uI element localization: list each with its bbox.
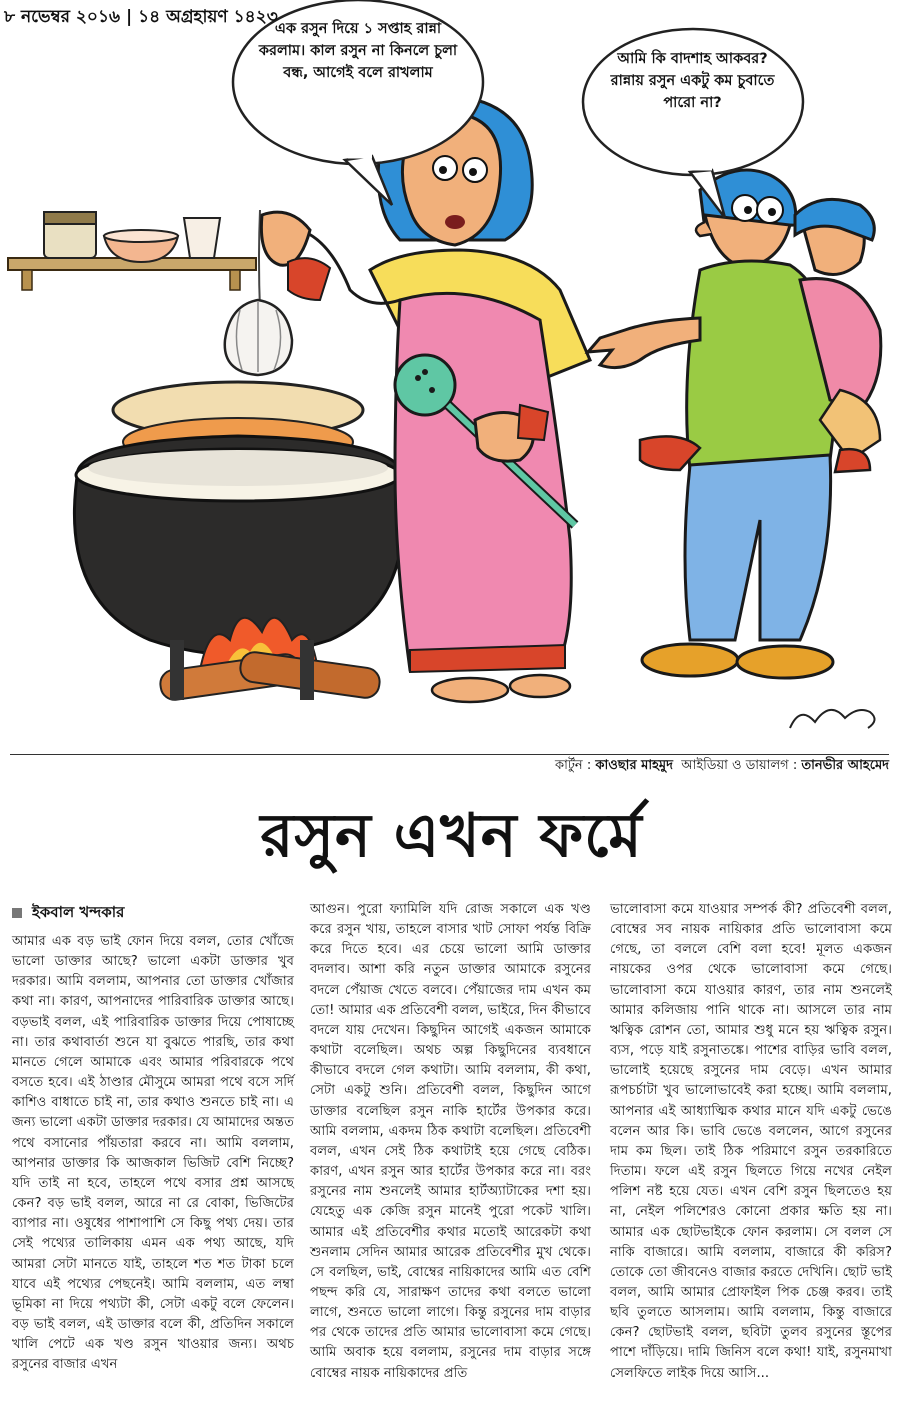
article-text: ভালোবাসা কমে যাওয়ার সম্পর্ক কী? প্রতিবেশী বলল, বোম্বের সব নায়ক নায়িকার প্রতি ভালোবাসা কমে গেছে, তা বললে বেশি বলা হবে! মূলত একজন নায়কের ওপর থেকে ভালোবাসা কমে গেছে। ভালোবাসা কমে যাওয়ার কারণ, তার নাম শুনলেই আমার কলিজায় পানি থাকে না। আসলে তার নাম ঋত্বিক রোশন তো, আমার শুধু মনে হয় ঋত্বিক রসুন। ব্যস, পড়ে যাই রসুনাতঙ্কে। পাশের বাড়ির ভাবি বলল, ভালোই হয়েছে রসুনের দাম বেড়ে। এখন আমার রূপচর্চাটা খুব ভালোভাবেই করা হচ্ছে। আমি বললাম, আপনার এই আধ্যাত্মিক কথার মানে যদি একটু ভেঙে বলেন আর কি। ভাবি ভেঙে বললেন, আগে রসুনের দাম কম ছিল। তাই ঠিক পরিমাণে রসুন তরকারিতে দিতাম। ফলে এই রসুন ছিলতে গিয়ে নখের নেইল পলিশ নষ্ট হয়ে যেত। এখন বেশি রসুন ছিলতেও হয় না, নেইল পলিশেরও কোনো প্রকার ক্ষতি হয় না। আমার এক ছোটভাইকে ফোন করলাম। সে বলল সে নাকি বাজারে। আমি বললাম, বাজারে কী করিস? তোকে তো জীবনেও বাজার করতে দেখিনি। ছোট ভাই বলল, আমি আমার প্রোফাইল পিক চেঞ্জ করব। তাই ছবি তুলতে আসলাম। আমি বললাম, কিন্তু বাজারে কেন? ছোটভাই বলল, ছবিটা তুলব রসুনের স্তূপের পাশে দাঁড়িয়ে। দামি জিনিস বলে কথা! যাই, রসুনমাখা সেলফিতে লাইক দিয়ে আসি... [610,902,892,1381]
speech-bubble-man-text: আমি কি বাদশাহ আকবর? রান্নায় রসুন একটু কম চুবাতে পারো না? [610,51,775,111]
cartoon-credits [555,756,889,777]
article-column-2 [310,900,591,1384]
speech-bubble-woman-text: এক রসুন দিয়ে ১ সপ্তাহ রান্না করলাম। কাল রসুন না কিনলে চুলা বন্ধ, আগেই বলে রাখলাম [258,21,458,81]
article-column-1 [12,932,294,1375]
article-column-3 [610,900,892,1384]
article-text: আগুন। পুরো ফ্যামিলি যদি রোজ সকালে এক খণ্ড করে রসুন খায়, তাহলে বাসার খাট সোফা পর্যন্ত বিক্রি করে দিতে হবে। এর চেয়ে ভালো আমি ডাক্তার বদলাব। আশা করি নতুন ডাক্তার আমাকে রসুনের বদলে পেঁয়াজ খেতে বলবে। পেঁয়াজের দাম এখন কম তো! আমার এক প্রতিবেশী বলল, ভাইরে, দিন কীভাবে বদলে যায় দেখেন। কিছুদিন আগেই একজন আমাকে কথাটা বলেছিল। অথচ অল্প কিছুদিনের ব্যবধানে কীভাবে বদলে গেল কথাটা। আমি বললাম, কী কথা, সেটা একটু শুনি। প্রতিবেশী বলল, কিছুদিন আগে ডাক্তার বলেছিল রসুন নাকি হার্টের উপকার করে। আমি বললাম, একদম ঠিক কথাটা বলেছিল। প্রতিবেশী বলল, এখন সেই ঠিক কথাটাই হয়ে গেছে বেঠিক। কারণ, এখন রসুন আর হার্টের উপকার করে না। বরং রসুনের নাম শুনলেই আমার হার্টঅ্যাটাকের দশা হয়। যেহেতু এক কেজি রসুন মানেই পুরো পকেট খালি। আমার এই প্রতিবেশীর কথার মতোই আরেকটা কথা শুনলাম সেদিন আমার আরেক প্রতিবেশীর মুখ থেকে। সে বলছিল, ভাই, বোম্বের নায়িকাদের আমি এত বেশি পছন্দ করি যে, সারাক্ষণ তাদের কথা বলতে ভালো লাগে, শুনতে ভালো লাগে। কিন্তু রসুনের দাম বাড়ার পর থেকে তাদের প্রতি আমার ভালোবাসা কমে গেছে। আমি অবাক হয়ে বললাম, রসুনের দাম বাড়ার সঙ্গে বোম্বের নায়ক নায়িকাদের প্রতি [310,902,591,1381]
cartoonist-name: কাওছার মাহমুদ [595,758,673,773]
divider-rule [10,754,889,755]
author-name: ইকবাল খন্দকার [32,903,125,921]
byline [12,901,124,926]
cartoon-label: কার্টুন : [554,758,592,773]
writer-name: তানভীর আহমেদ [801,758,889,773]
idea-label: আইডিয়া ও ডায়ালগ : [681,758,798,773]
article-text: আমার এক বড় ভাই ফোন দিয়ে বলল, তোর খোঁজে ভালো ডাক্তার আছে? ভালো একটা ডাক্তার খুব দরকার। আমি বললাম, আপনার তো ডাক্তার খোঁজার কথা না। কারণ, আপনাদের পারিবারিক ডাক্তার আছে। বড়ভাই বলল, এই পারিবারিক ডাক্তার দিয়ে পোষাচ্ছে না। তার কথাবার্তা শুনে যা বুঝতে পারছি, তার কথা মানতে গেলে আমাকে এবং আমার পরিবারকে পথে বসতে হবে। এই ঠাণ্ডার মৌসুমে আমরা পথে বসে সর্দি কাশিও বাধাতে চাই না, তার কথাও শুনতে চাই না। এ জন্য ভালো একটা ডাক্তার দরকার। যে আমাদের অন্তত পথে বসানোর পাঁয়তারা করবে না। আমি বললাম, আপনার ডাক্তার কি আজকাল ভিজিট বেশি নিচ্ছে? যদি তাই না হবে, তাহলে পথে বসার প্রশ্ন আসছে কেন? বড় ভাই বলল, আরে না রে বোকা, ভিজিটের ব্যাপার না। ওষুধের পাশাপাশি সে কিছু পথ্য দেয়। তার সেই পথ্যের তালিকায় এমন এক পথ্য আছে, যদি আমরা সেটা মানতে যাই, তাহলে শত শত টাকা চলে যাবে এই পথ্যের পেছনেই। আমি বললাম, এত লম্বা ভূমিকা না দিয়ে পথ্যটা কী, সেটা একটু বলে ফেলেন। বড় ভাই বলল, এই ডাক্তার বলে কী, প্রতিদিন সকালে খালি পেটে এক খণ্ড রসুন খাওয়ার জন্য। অথচ রসুনের বাজার এখন [12,934,294,1373]
byline-square-icon [12,908,22,918]
date-line: ৮ নভেম্বর ২০১৬ | ১৪ অগ্রহায়ণ ১৪২৩ [4,7,278,27]
headline: রসুন এখন ফর্মে [260,801,643,871]
